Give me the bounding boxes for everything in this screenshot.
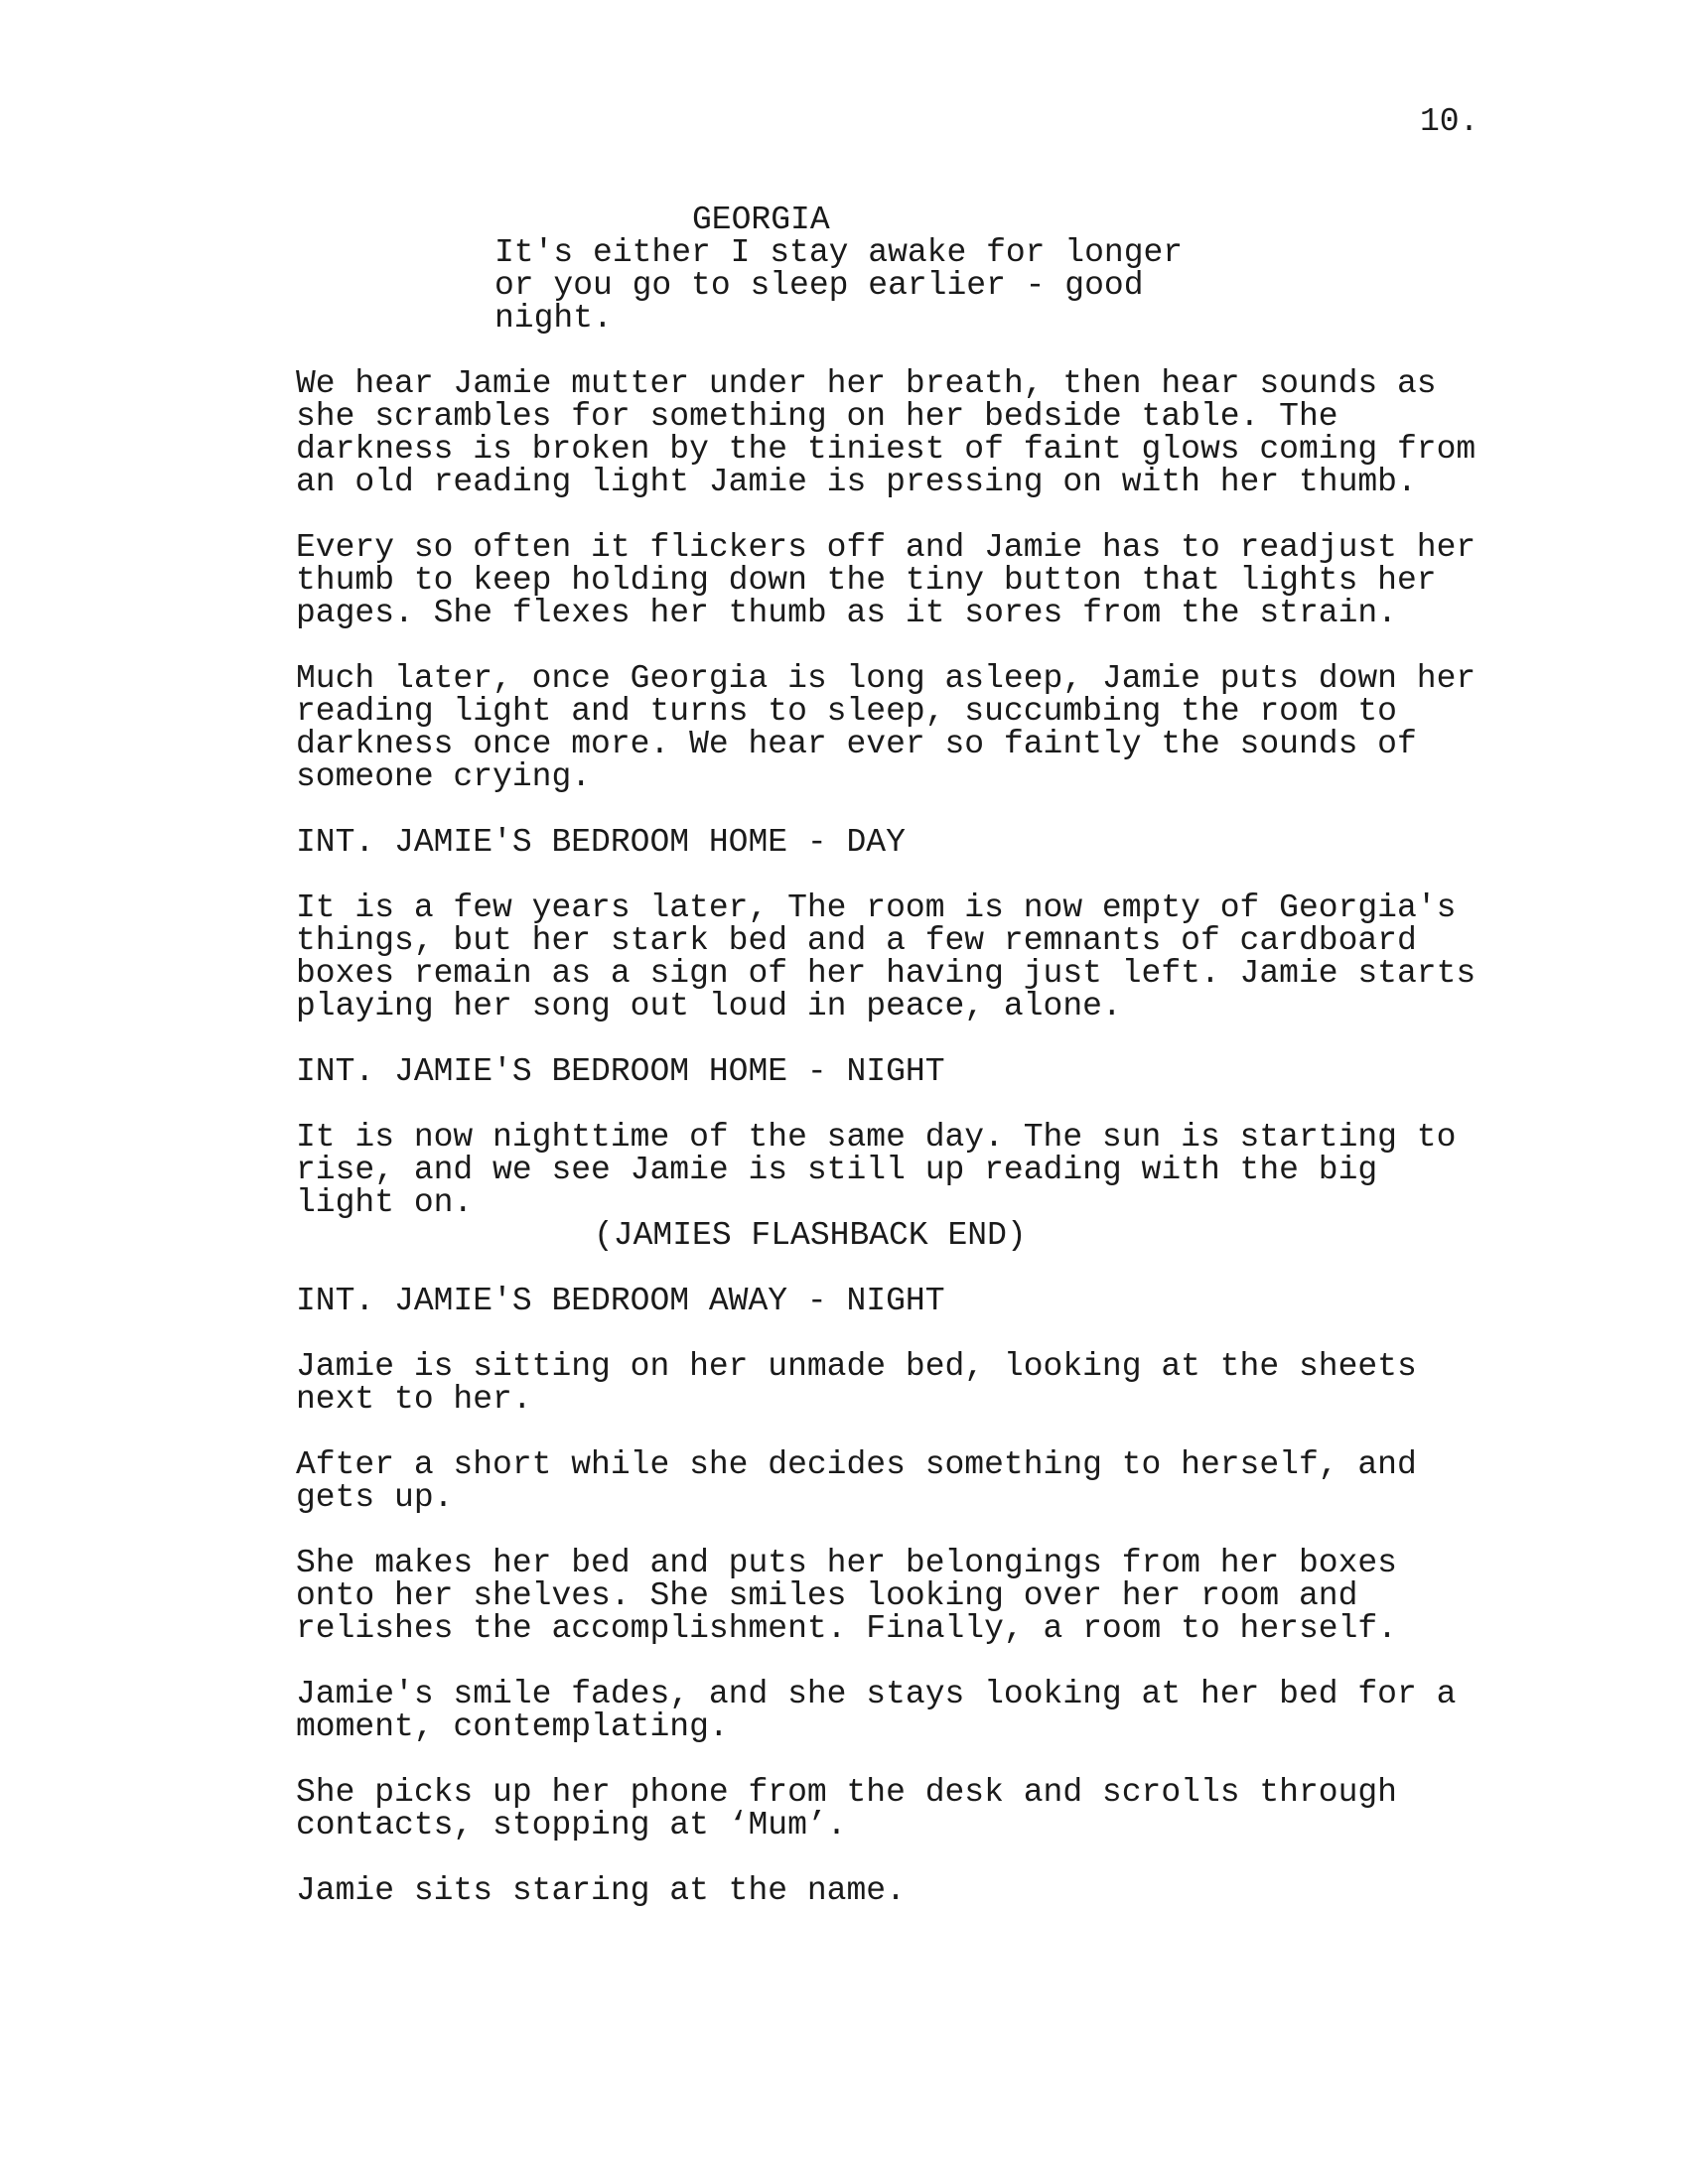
action-line: Every so often it flickers off and Jamie has to readjust her [296,529,1477,566]
action-line: gets up. [296,1479,454,1516]
action-line: relishes the accomplishment. Finally, a room to herself. [296,1610,1397,1647]
action-line: things, but her stark bed and a few remnants of cardboard [296,922,1417,959]
page-number: 10. [1420,103,1479,140]
action-line: rise, and we see Jamie is still up reading with the big [296,1152,1378,1188]
action-line: she scrambles for something on her bedside table. The [296,398,1338,435]
action-line: pages. She flexes her thumb as it sores from the strain. [296,595,1397,631]
scene-heading: INT. JAMIE'S BEDROOM AWAY - NIGHT [296,1283,945,1319]
dialogue-line: night. [494,300,613,337]
action-line: Jamie is sitting on her unmade bed, looking at the sheets [296,1348,1417,1385]
character-name: GEORGIA [692,202,830,238]
scene-heading: INT. JAMIE'S BEDROOM HOME - NIGHT [296,1053,945,1090]
action-line: thumb to keep holding down the tiny button that lights her [296,562,1437,599]
action-line: Jamie sits staring at the name. [296,1872,906,1909]
dialogue-line: or you go to sleep earlier - good [494,267,1144,304]
dialogue-line: It's either I stay awake for longer [494,234,1184,271]
action-line: an old reading light Jamie is pressing on with her thumb. [296,464,1417,500]
action-line: light on. [296,1184,474,1221]
action-line: next to her. [296,1381,532,1418]
scene-heading: INT. JAMIE'S BEDROOM HOME - DAY [296,824,906,861]
action-line: It is now nighttime of the same day. The sun is starting to [296,1119,1457,1156]
action-line: Much later, once Georgia is long asleep, Jamie puts down her [296,660,1477,697]
action-line: contacts, stopping at ‘Mum’. [296,1807,847,1843]
flashback-end-note: (JAMIES FLASHBACK END) [594,1217,1027,1254]
action-line: someone crying. [296,758,592,795]
action-line: moment, contemplating. [296,1708,729,1745]
action-line: After a short while she decides something to herself, and [296,1446,1417,1483]
action-line: It is a few years later, The room is now empty of Georgia's [296,889,1457,926]
action-line: boxes remain as a sign of her having just left. Jamie starts [296,955,1477,992]
action-line: darkness once more. We hear ever so faintly the sounds of [296,726,1417,762]
action-line: She makes her bed and puts her belongings from her boxes [296,1545,1397,1581]
action-line: Jamie's smile fades, and she stays looking at her bed for a [296,1676,1457,1712]
action-line: darkness is broken by the tiniest of faint glows coming from [296,431,1477,468]
action-line: She picks up her phone from the desk and scrolls through [296,1774,1397,1811]
action-line: We hear Jamie mutter under her breath, then hear sounds as [296,365,1437,402]
action-line: onto her shelves. She smiles looking over her room and [296,1577,1358,1614]
action-line: reading light and turns to sleep, succumbing the room to [296,693,1397,730]
action-line: playing her song out loud in peace, alone. [296,988,1122,1024]
